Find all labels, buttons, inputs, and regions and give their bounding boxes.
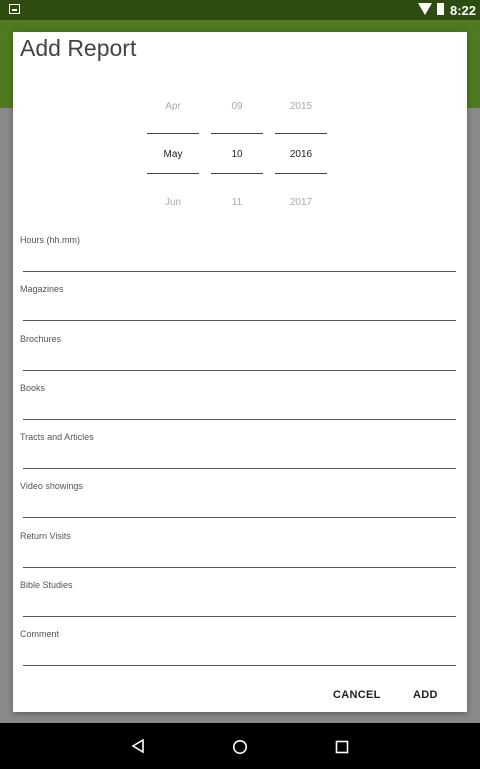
add-report-dialog <box>13 32 467 712</box>
magazines-input[interactable] <box>23 320 456 321</box>
field-label: Books <box>20 383 46 393</box>
books-input[interactable] <box>23 419 456 420</box>
navigation-bar <box>0 723 480 769</box>
nav-home-icon[interactable] <box>232 739 248 755</box>
nav-recents-icon[interactable] <box>335 740 349 754</box>
comment-input[interactable] <box>23 665 456 666</box>
month-current[interactable]: May <box>163 149 183 160</box>
field-label: Hours (hh.mm) <box>20 235 81 245</box>
field-label: Comment <box>20 629 60 639</box>
tracts-input[interactable] <box>23 468 456 469</box>
wifi-icon <box>418 3 432 15</box>
picker-divider <box>275 133 327 134</box>
year-current[interactable]: 2016 <box>289 149 313 160</box>
hours-input[interactable] <box>23 271 456 272</box>
status-time: 8:22 <box>450 3 477 18</box>
picker-divider <box>147 173 199 174</box>
image-icon <box>9 4 20 14</box>
year-next[interactable]: 2017 <box>289 197 313 208</box>
month-next[interactable]: Jun <box>164 197 182 208</box>
nav-back-icon[interactable] <box>131 739 145 753</box>
picker-divider <box>147 133 199 134</box>
day-current[interactable]: 10 <box>231 149 243 160</box>
day-prev[interactable]: 09 <box>231 101 243 112</box>
field-label: Magazines <box>20 284 64 294</box>
brochures-input[interactable] <box>23 370 456 371</box>
battery-icon <box>437 3 444 15</box>
status-bar <box>0 0 480 20</box>
picker-divider <box>211 173 263 174</box>
return-visits-input[interactable] <box>23 567 456 568</box>
field-label: Return Visits <box>20 531 71 541</box>
day-next[interactable]: 11 <box>231 197 243 208</box>
dialog-title: Add Report <box>20 35 137 61</box>
year-prev[interactable]: 2015 <box>289 101 313 112</box>
field-label: Bible Studies <box>20 580 73 590</box>
month-prev[interactable]: Apr <box>165 101 181 112</box>
field-label: Tracts and Articles <box>20 432 94 442</box>
add-button[interactable]: ADD <box>413 689 438 701</box>
field-label: Video showings <box>20 481 83 491</box>
bible-studies-input[interactable] <box>23 616 456 617</box>
video-showings-input[interactable] <box>23 517 456 518</box>
picker-divider <box>275 173 327 174</box>
picker-divider <box>211 133 263 134</box>
cancel-button[interactable]: CANCEL <box>333 689 381 701</box>
field-label: Brochures <box>20 334 62 344</box>
